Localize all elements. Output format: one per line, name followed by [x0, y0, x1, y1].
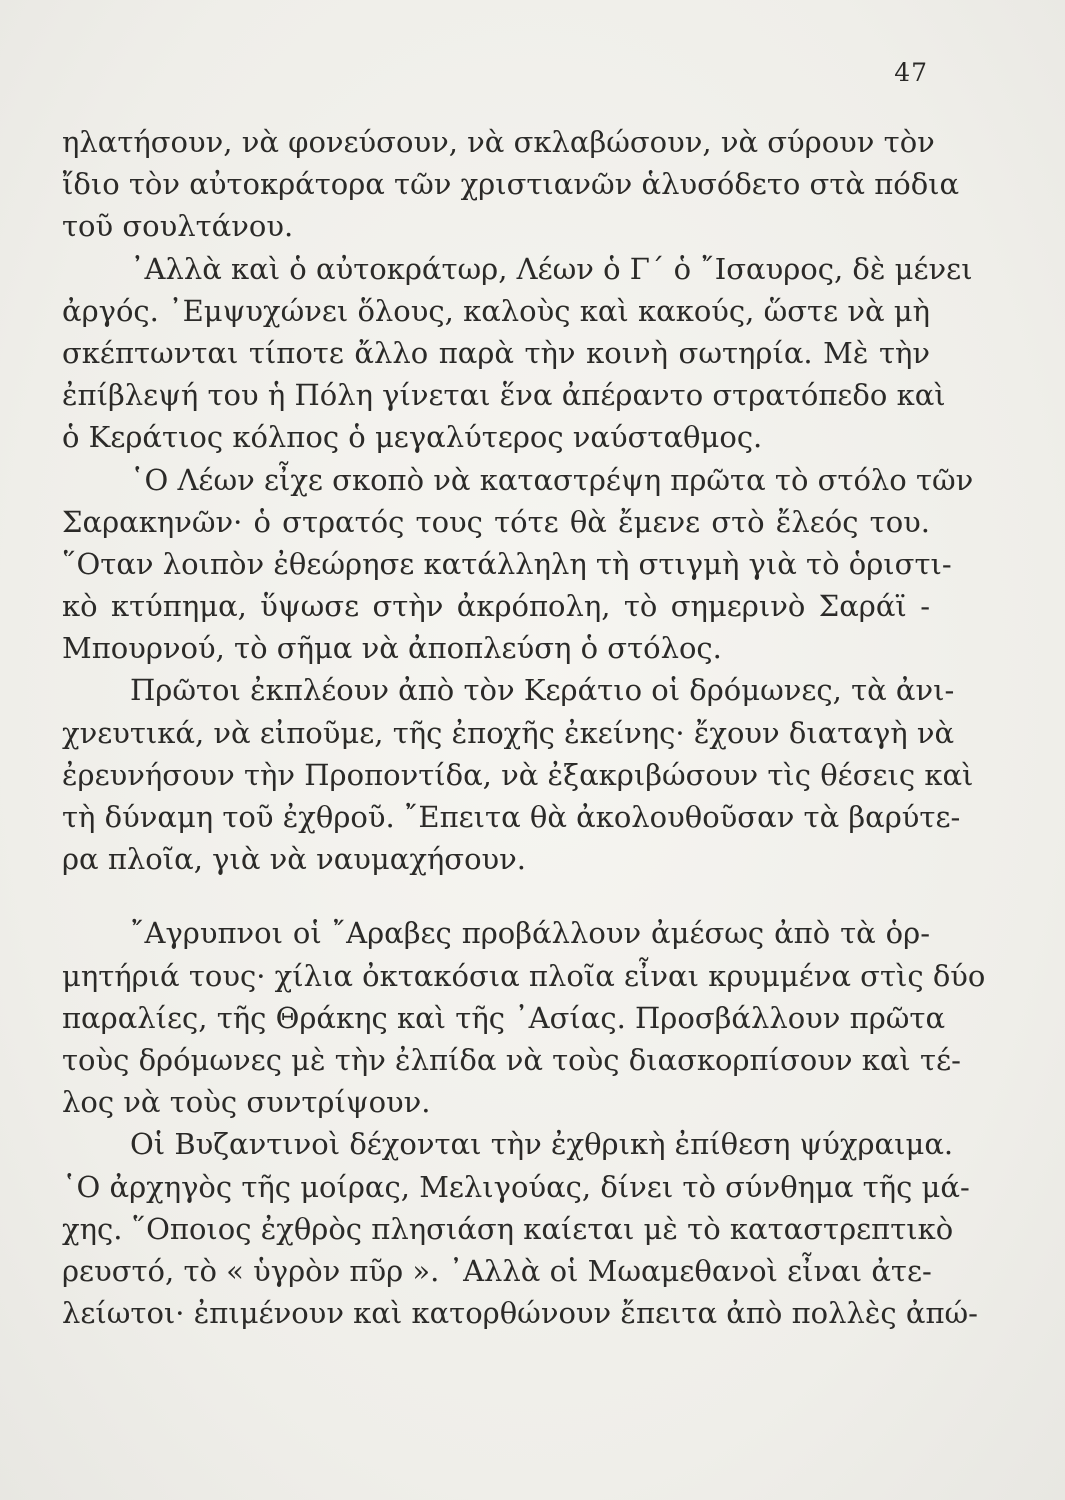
text-line: Μπουρνού, τὸ σῆμα νὰ ἀποπλεύση ὁ στόλος. [62, 631, 722, 666]
text-line: τοὺς δρόμωνες μὲ τὴν ἐλπίδα νὰ τοὺς διασκορπίσουν καὶ τέ- [62, 1042, 961, 1077]
text-line: σκέπτωνται τίποτε ἄλλο παρὰ τὴν κοινὴ σωτηρία. Μὲ τὴν [62, 335, 930, 370]
text-line: ἐπίβλεψή του ἡ Πόλη γίνεται ἕνα ἀπέραντο στρατόπεδο καὶ [62, 378, 946, 413]
text-line: ηλατήσουν, νὰ φονεύσουν, νὰ σκλαβώσουν, νὰ σύρουν τὸν [62, 125, 935, 159]
text-line: τὴ δύναμη τοῦ ἐχθροῦ. ῎Επειτα θὰ ἀκολουθοῦσαν τὰ βαρύτε- [62, 800, 961, 834]
text-line: λείωτοι· ἐπιμένουν καὶ κατορθώνουν ἔπειτα ἀπὸ πολλὲς ἀπώ- [62, 1296, 978, 1331]
text-line: χνευτικά, νὰ εἰποῦμε, τῆς ἐποχῆς ἐκείνης· ἔχουν διαταγὴ νὰ [62, 715, 955, 750]
paragraph [62, 248, 973, 459]
paragraph [62, 912, 986, 1123]
text-line: λος νὰ τοὺς συντρίψουν. [62, 1085, 431, 1120]
body-text [62, 121, 986, 1334]
section-gap [62, 880, 930, 912]
text-line: ρα πλοῖα, γιὰ νὰ ναυμαχήσουν. [62, 842, 527, 877]
paragraph [62, 1123, 978, 1334]
text-line: ἀργός. ᾿Εμψυχώνει ὅλους, καλοὺς καὶ κακούς, ὥστε νὰ μὴ [62, 293, 930, 328]
text-line: ἐρευνήσουν τὴν Προποντίδα, νὰ ἐξακριβώσουν τὶς θέσεις καὶ [62, 757, 974, 792]
text-line: Οἱ Βυζαντινοὶ δέχονται τὴν ἐχθρικὴ ἐπίθεση ψύχραιμα. [130, 1127, 954, 1162]
text-line: Πρῶτοι ἐκπλέουν ἀπὸ τὸν Κεράτιο οἱ δρόμωνες, τὰ ἀνι- [130, 673, 955, 708]
text-line: ἴδιο τὸν αὐτοκράτορα τῶν χριστιανῶν ἁλυσόδετο στὰ πόδια [62, 167, 960, 202]
text-line: ρευστό, τὸ « ὑγρὸν πῦρ ». ᾿Αλλὰ οἱ Μωαμεθανοὶ εἶναι ἀτε- [62, 1253, 932, 1288]
text-line: Σαρακηνῶν· ὁ στρατός τους τότε θὰ ἔμενε στὸ ἔλεός του. [62, 504, 930, 539]
text-line: μητήριά τους· χίλια ὀκτακόσια πλοῖα εἶναι κρυμμένα στὶς δύο [62, 958, 986, 993]
text-line: ᾿Αλλὰ καὶ ὁ αὐτοκράτωρ, Λέων ὁ Γ΄ ὁ ῎Ισαυρος, δὲ μένει [130, 251, 973, 286]
text-line: τοῦ σουλτάνου. [62, 209, 294, 244]
text-line: ῞Οταν λοιπὸν ἐθεώρησε κατάλληλη τὴ στιγμὴ γιὰ τὸ ὁριστι- [62, 546, 952, 581]
text-line: ῾Ο ἀρχηγὸς τῆς μοίρας, Μελιγούας, δίνει τὸ σύνθημα τῆς μά- [62, 1169, 970, 1204]
paragraph [62, 459, 974, 670]
text-line: ῎Αγρυπνοι οἱ ῎Αραβες προβάλλουν ἀμέσως ἀπὸ τὰ ὁρ- [130, 916, 930, 951]
text-line: παραλίες, τῆς Θράκης καὶ τῆς ᾿Ασίας. Προσβάλλουν πρῶτα [62, 1000, 946, 1035]
text-line: ὁ Κεράτιος κόλπος ὁ μεγαλύτερος ναύσταθμος. [62, 420, 763, 455]
text-line: χης. ῞Οποιος ἐχθρὸς πλησιάση καίεται μὲ τὸ καταστρεπτικὸ [62, 1211, 954, 1246]
text-line: κὸ κτύπημα, ὕψωσε στὴν ἀκρόπολη, τὸ σημερινὸ Σαράϊ - [62, 589, 930, 624]
page-number: 47 [894, 58, 928, 87]
text-line: ῾Ο Λέων εἶχε σκοπὸ νὰ καταστρέψη πρῶτα τὸ στόλο τῶν [130, 462, 974, 497]
paragraph [62, 121, 960, 248]
paragraph [62, 669, 974, 880]
